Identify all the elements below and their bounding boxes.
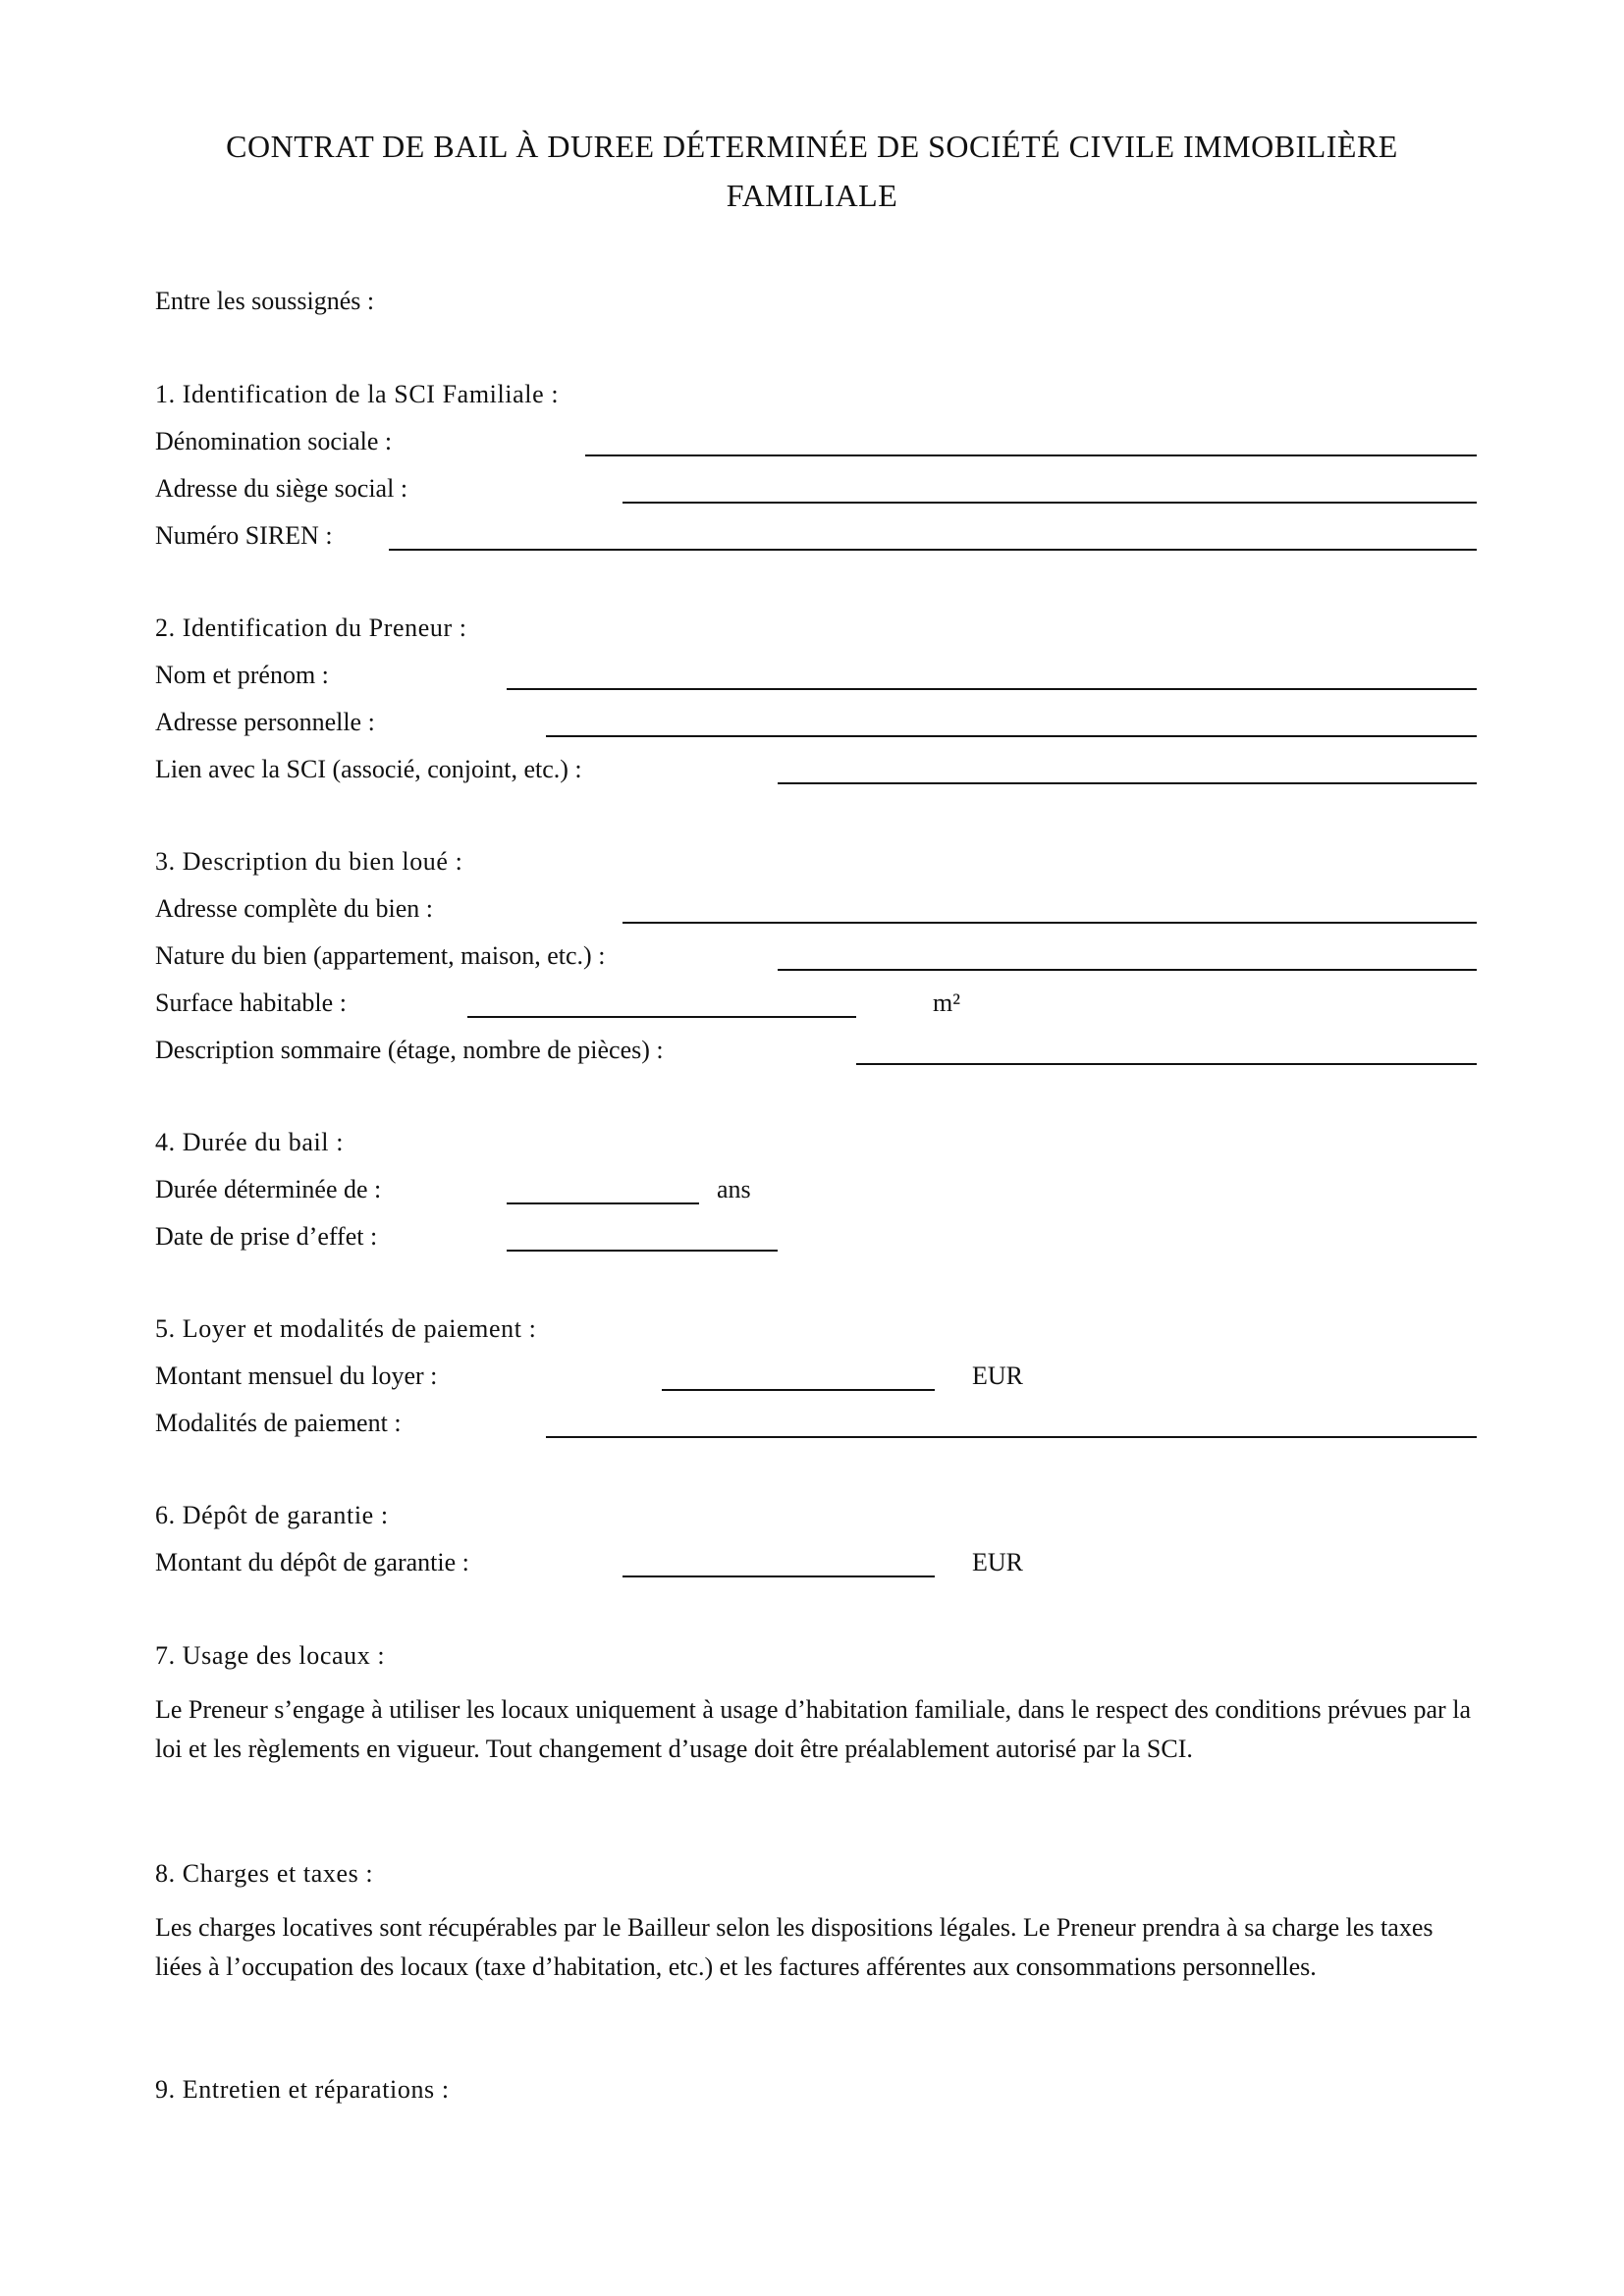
field-label: Date de prise d’effet : — [155, 1222, 378, 1251]
field-nom — [155, 659, 1477, 706]
section-title: 2. Identification du Preneur : — [155, 614, 467, 642]
section-title: 1. Identification de la SCI Familiale : — [155, 380, 560, 408]
lien-blank[interactable] — [778, 782, 1477, 784]
loyer-unit: EUR — [972, 1362, 1023, 1390]
field-siren — [155, 519, 1477, 566]
section-title: 3. Description du bien loué : — [155, 847, 463, 876]
section-charges-taxes — [155, 1857, 1477, 1987]
field-montant-depot — [155, 1546, 1477, 1593]
field-label: Montant du dépôt de garantie : — [155, 1548, 469, 1576]
field-adresse-bien — [155, 892, 1477, 939]
adresse-personnelle-blank[interactable] — [546, 735, 1477, 737]
usage-paragraph: Le Preneur s’engage à utiliser les locaux uniquement à usage d’habitation familiale, dans le respect des conditions prévues par la loi et les règlements en vigueur. Tout changement d’usage doit être préalablement autorisé par la SCI. — [155, 1695, 1471, 1763]
section-entretien — [155, 2073, 1477, 2120]
field-description — [155, 1034, 1477, 1081]
intro-text: Entre les soussignés : — [155, 287, 375, 315]
section-title: 7. Usage des locaux : — [155, 1641, 386, 1670]
field-duree — [155, 1173, 1477, 1220]
field-siege — [155, 472, 1477, 519]
modalites-blank[interactable] — [546, 1436, 1477, 1438]
section-preneur-identification — [155, 612, 1477, 800]
field-denomination — [155, 425, 1477, 472]
field-label: Adresse du siège social : — [155, 474, 408, 503]
depot-unit: EUR — [972, 1548, 1023, 1576]
field-date-effet — [155, 1220, 1477, 1267]
field-surface — [155, 987, 1477, 1034]
section-title: 5. Loyer et modalités de paiement : — [155, 1314, 537, 1343]
field-label: Nom et prénom : — [155, 661, 329, 689]
description-blank[interactable] — [856, 1063, 1477, 1065]
field-montant-loyer — [155, 1360, 1477, 1407]
nature-blank[interactable] — [778, 969, 1477, 971]
document-title: CONTRAT DE BAIL À DUREE DÉTERMINÉE DE SOCIÉTÉ CIVILE IMMOBILIÈRE FAMILIALE — [226, 129, 1398, 213]
section-bien-loue — [155, 845, 1477, 1081]
nom-blank[interactable] — [507, 688, 1477, 690]
field-label: Numéro SIREN : — [155, 521, 333, 550]
date-effet-blank[interactable] — [507, 1250, 778, 1252]
field-label: Montant mensuel du loyer : — [155, 1362, 438, 1390]
field-label: Surface habitable : — [155, 988, 347, 1017]
field-label: Dénomination sociale : — [155, 427, 393, 455]
field-label: Nature du bien (appartement, maison, etc.) : — [155, 941, 606, 970]
duree-unit: ans — [717, 1175, 751, 1203]
duree-blank[interactable] — [507, 1202, 699, 1204]
field-modalites — [155, 1407, 1477, 1454]
section-sci-identification — [155, 378, 1477, 566]
denomination-blank[interactable] — [585, 454, 1477, 456]
section-title: 4. Durée du bail : — [155, 1128, 345, 1156]
section-duree-bail — [155, 1126, 1477, 1267]
field-lien — [155, 753, 1477, 800]
field-label: Modalités de paiement : — [155, 1409, 402, 1437]
section-depot-garantie — [155, 1499, 1477, 1593]
siege-blank[interactable] — [623, 502, 1477, 504]
field-label: Adresse complète du bien : — [155, 894, 434, 923]
section-loyer — [155, 1312, 1477, 1454]
section-title: 8. Charges et taxes : — [155, 1859, 374, 1888]
field-label: Description sommaire (étage, nombre de pièces) : — [155, 1036, 664, 1064]
adresse-bien-blank[interactable] — [623, 922, 1477, 924]
montant-depot-blank[interactable] — [623, 1575, 935, 1577]
montant-loyer-blank[interactable] — [662, 1389, 935, 1391]
field-nature — [155, 939, 1477, 987]
charges-paragraph: Les charges locatives sont récupérables par le Bailleur selon les dispositions légales. Le Preneur prendra à sa charge les taxes liées à l’occupation des locaux (taxe d’habitation, etc.) et les factures afférentes aux consommations personnelles. — [155, 1913, 1434, 1981]
section-title: 6. Dépôt de garantie : — [155, 1501, 389, 1529]
section-title: 9. Entretien et réparations : — [155, 2075, 450, 2104]
field-label: Lien avec la SCI (associé, conjoint, etc.) : — [155, 755, 582, 783]
field-label: Adresse personnelle : — [155, 708, 375, 736]
section-usage-locaux — [155, 1639, 1477, 1769]
field-adresse-personnelle — [155, 706, 1477, 753]
surface-blank[interactable] — [467, 1016, 856, 1018]
surface-unit: m² — [933, 988, 961, 1017]
field-label: Durée déterminée de : — [155, 1175, 382, 1203]
siren-blank[interactable] — [389, 549, 1477, 551]
